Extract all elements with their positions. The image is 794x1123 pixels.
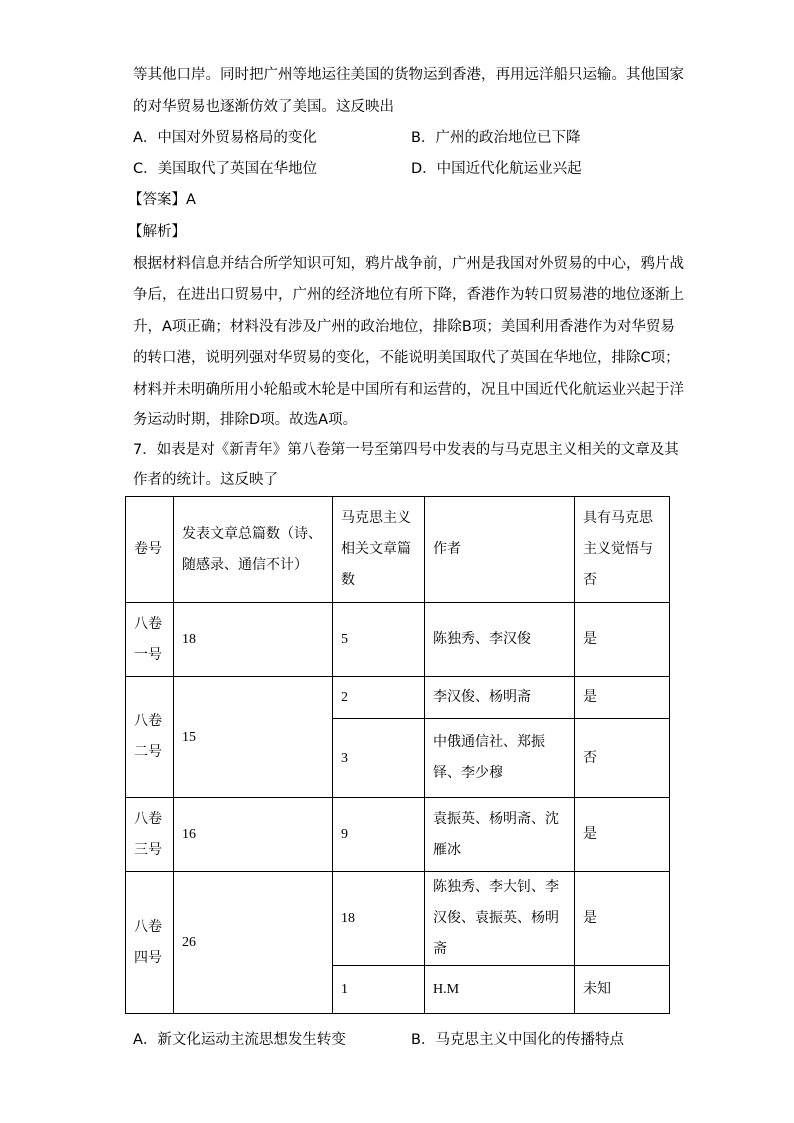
- analysis-line-6: 务运动时期，排除D项。故选A项。: [133, 412, 358, 428]
- marx-count-cell: 1: [333, 966, 425, 1014]
- total-cell: 16: [174, 798, 333, 872]
- table-row: [126, 603, 670, 677]
- awareness-cell: 是: [575, 677, 670, 719]
- q7-stem-line-1: 7．如表是对《新青年》第八卷第一号至第四号中发表的与马克思主义相关的文章及其: [133, 442, 679, 458]
- q6-option-d: D．中国近代化航运业兴起: [411, 161, 582, 177]
- marx-count-cell: 18: [333, 872, 425, 966]
- analysis-label: 【解析】: [128, 224, 186, 240]
- awareness-cell: 是: [575, 872, 670, 966]
- q6-option-c: C．美国取代了英国在华地位: [133, 161, 318, 177]
- marx-count-cell: 9: [333, 798, 425, 872]
- header-authors: 作者: [425, 497, 575, 603]
- issue-cell: 八卷三号: [126, 798, 174, 872]
- header-issue: 卷号: [126, 497, 174, 603]
- marx-count-cell: 5: [333, 603, 425, 677]
- total-cell: 26: [174, 872, 333, 1014]
- total-cell: 18: [174, 603, 333, 677]
- awareness-cell: 是: [575, 798, 670, 872]
- awareness-cell: 否: [575, 719, 670, 798]
- table-header-row: [126, 497, 670, 603]
- analysis-line-5: 材料并未明确所用小轮船或木轮是中国所有和运营的，况且中国近代化航运业兴起于洋: [133, 382, 684, 398]
- answer-label: 【答案】A: [128, 192, 196, 208]
- q7-option-a: A．新文化运动主流思想发生转变: [133, 1032, 346, 1048]
- analysis-line-4: 的转口港，说明列强对华贸易的变化，不能说明美国取代了英国在华地位，排除C项；: [133, 350, 680, 366]
- authors-cell: 陈独秀、李大钊、李汉俊、袁振英、杨明斋: [425, 872, 575, 966]
- analysis-line-1: 根据材料信息并结合所学知识可知，鸦片战争前，广州是我国对外贸易的中心，鸦片战: [133, 256, 684, 272]
- header-marx-count: 马克思主义相关文章篇数: [333, 497, 425, 603]
- authors-cell: 陈独秀、李汉俊: [425, 603, 575, 677]
- analysis-line-3: 升，A项正确；材料没有涉及广州的政治地位，排除B项；美国利用香港作为对华贸易: [133, 319, 675, 335]
- authors-cell: H.M: [425, 966, 575, 1014]
- issue-cell: 八卷四号: [126, 872, 174, 1014]
- authors-cell: 中俄通信社、郑振铎、李少穆: [425, 719, 575, 798]
- awareness-cell: 未知: [575, 966, 670, 1014]
- marx-count-cell: 3: [333, 719, 425, 798]
- header-total: 发表文章总篇数（诗、随感录、通信不计）: [174, 497, 333, 603]
- intro-line-2: 的对华贸易也逐渐仿效了美国。这反映出: [133, 99, 394, 115]
- q7-stem-line-2: 作者的统计。这反映了: [133, 472, 278, 488]
- table-row: [126, 798, 670, 872]
- total-cell: 15: [174, 677, 333, 798]
- authors-cell: 袁振英、杨明斋、沈雁冰: [425, 798, 575, 872]
- q7-option-b: B．马克思主义中国化的传播特点: [411, 1032, 624, 1048]
- intro-line-1: 等其他口岸。同时把广州等地运往美国的货物运到香港，再用远洋船只运输。其他国家: [133, 67, 684, 83]
- analysis-line-2: 争后，在进出口贸易中，广州的经济地位有所下降，香港作为转口贸易港的地位逐渐上: [133, 287, 684, 303]
- issue-cell: 八卷一号: [126, 603, 174, 677]
- marx-count-cell: 2: [333, 677, 425, 719]
- table-row: [126, 677, 670, 719]
- header-awareness: 具有马克思主义觉悟与否: [575, 497, 670, 603]
- article-stats-table: [125, 496, 670, 1014]
- authors-cell: 李汉俊、杨明斋: [425, 677, 575, 719]
- issue-cell: 八卷二号: [126, 677, 174, 798]
- table-row: [126, 872, 670, 966]
- q6-option-a: A．中国对外贸易格局的变化: [133, 130, 317, 146]
- q6-option-b: B．广州的政治地位已下降: [411, 130, 581, 146]
- awareness-cell: 是: [575, 603, 670, 677]
